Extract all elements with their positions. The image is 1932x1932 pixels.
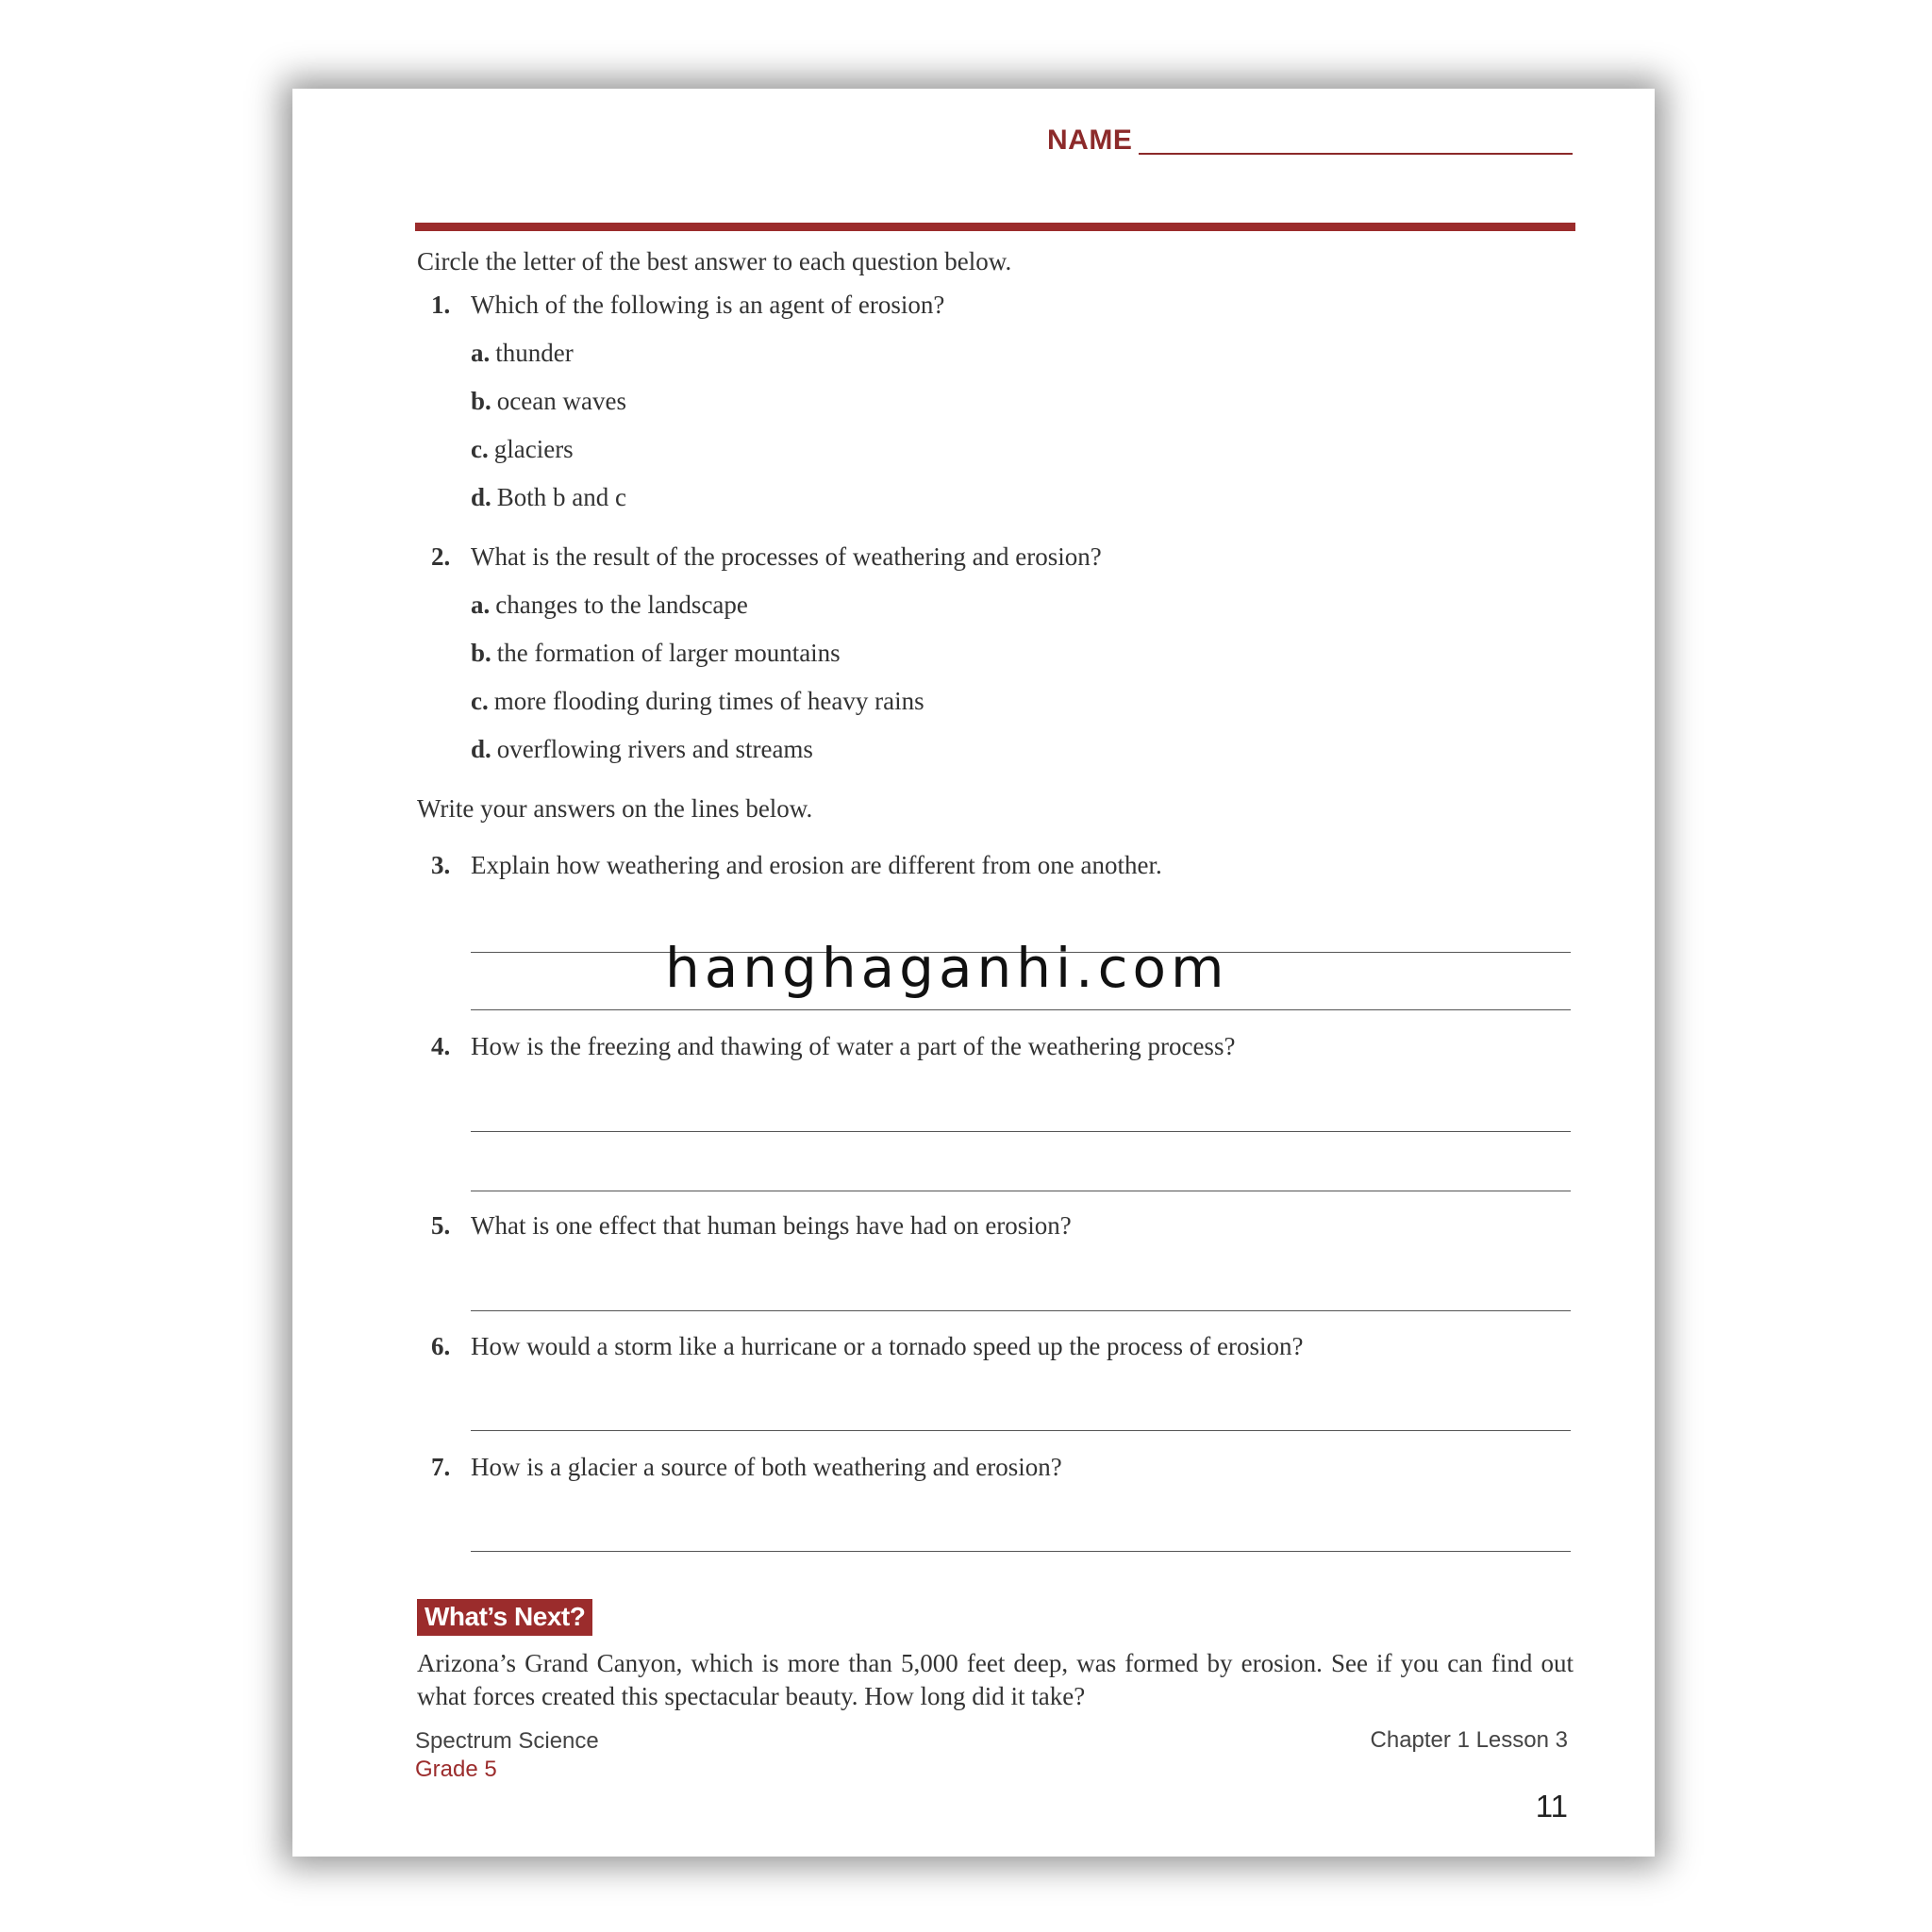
option-letter: b. [471,387,491,415]
worksheet-page [292,89,1655,1857]
option-letter: c. [471,435,489,463]
grade-label: Grade 5 [415,1757,497,1782]
question-2-option-c[interactable] [471,687,924,716]
question-4 [431,1032,1235,1061]
question-text: How is a glacier a source of both weathering and erosion? [471,1453,1062,1481]
answer-line[interactable] [471,1310,1571,1311]
question-2-option-a[interactable] [471,591,748,620]
question-number: 7. [431,1453,451,1481]
option-text: overflowing rivers and streams [496,735,813,763]
question-6 [431,1332,1303,1361]
option-text: changes to the landscape [495,591,748,619]
question-2-option-b[interactable] [471,639,841,668]
question-1-option-c[interactable] [471,435,574,464]
whats-next-text: Arizona’s Grand Canyon, which is more than 5,000 feet deep, was formed by erosion. See if you can find out what forces created this spectacular beauty. How long did it take? [417,1649,1574,1710]
question-number: 1. [431,291,451,319]
option-text: Both b and c [496,483,627,511]
option-letter: c. [471,687,489,715]
multiple-choice-instruction: Circle the letter of the best answer to each question below. [417,247,1012,275]
option-letter: a. [471,591,491,619]
header-rule [415,223,1575,231]
question-2-option-d[interactable] [471,735,813,764]
footer-book-info [415,1727,599,1784]
question-3 [431,851,1162,880]
option-letter: d. [471,735,491,763]
question-2 [431,542,1102,572]
question-7 [431,1453,1062,1482]
question-5 [431,1211,1072,1241]
question-1-option-b[interactable] [471,387,626,416]
question-number: 3. [431,851,451,879]
page-number: 11 [1535,1789,1568,1824]
question-number: 5. [431,1211,451,1240]
question-text: Which of the following is an agent of erosion? [471,291,945,319]
book-title: Spectrum Science [415,1728,599,1754]
option-letter: d. [471,483,491,511]
chapter-label: Chapter 1 Lesson 3 [1370,1727,1568,1753]
option-text: the formation of larger mountains [496,639,841,667]
question-text: How is the freezing and thawing of water a part of the weathering process? [471,1032,1236,1060]
option-letter: a. [471,339,491,367]
question-text: What is the result of the processes of weathering and erosion? [471,542,1102,571]
option-letter: b. [471,639,491,667]
answer-line[interactable] [471,1430,1571,1431]
answer-line[interactable] [471,1551,1571,1552]
question-text: What is one effect that human beings have had on erosion? [471,1211,1072,1240]
question-text: Explain how weathering and erosion are different from one another. [471,851,1162,879]
option-text: thunder [495,339,574,367]
option-text: glaciers [493,435,574,463]
question-1-option-a[interactable] [471,339,574,368]
name-label: NAME [1047,125,1133,156]
question-number: 6. [431,1332,451,1360]
question-text: How would a storm like a hurricane or a tornado speed up the process of erosion? [471,1332,1304,1360]
option-text: more flooding during times of heavy rains [493,687,924,715]
answer-line[interactable] [471,1131,1571,1132]
watermark: hanghaganhi.com [665,936,1229,1000]
whats-next-heading: What’s Next? [417,1599,592,1636]
written-answer-instruction: Write your answers on the lines below. [417,794,813,823]
question-number: 4. [431,1032,451,1060]
question-1-option-d[interactable] [471,483,626,512]
option-text: ocean waves [496,387,626,415]
question-1 [431,291,944,320]
name-field-line[interactable] [1139,153,1573,155]
answer-line[interactable] [471,1009,1571,1010]
question-number: 2. [431,542,451,571]
